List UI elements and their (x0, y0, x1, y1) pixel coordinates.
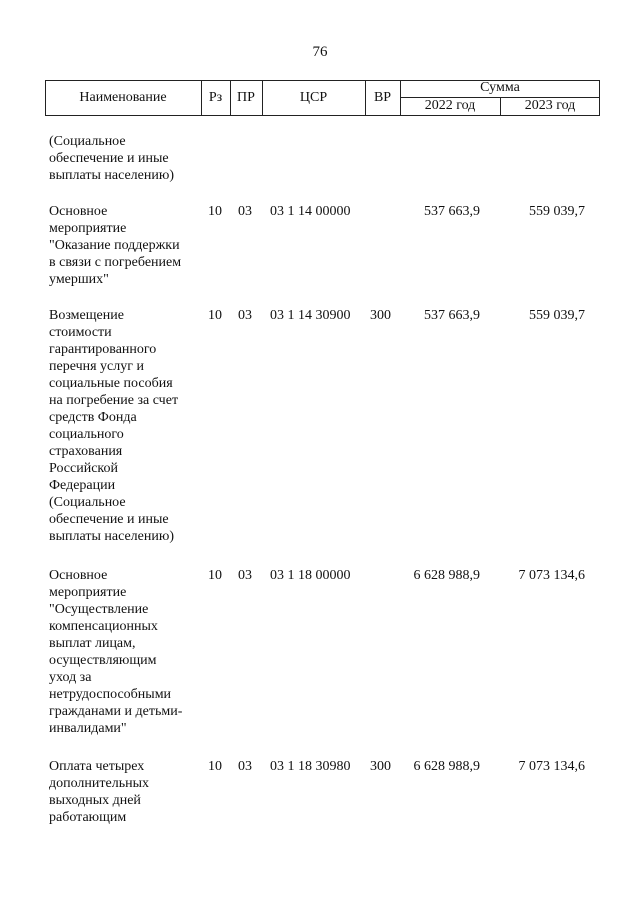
row-csr: 03 1 18 00000 (270, 568, 351, 583)
row-vr: 300 (370, 759, 391, 774)
header-sum: Сумма (480, 80, 520, 95)
row-sum-2023: 7 073 134,6 (518, 759, 585, 774)
table-header (45, 80, 600, 116)
row-sum-2022: 6 628 988,9 (413, 568, 480, 583)
row-csr: 03 1 18 30980 (270, 759, 351, 774)
row-rz: 10 (208, 204, 222, 219)
row-sum-2023: 7 073 134,6 (518, 568, 585, 583)
header-bottom-rule (45, 115, 600, 116)
row-pr: 03 (238, 568, 252, 583)
header-rz: Рз (208, 90, 223, 105)
header-csr: ЦСР (299, 90, 328, 105)
row-sum-2022: 6 628 988,9 (413, 759, 480, 774)
row-sum-2022: 537 663,9 (424, 308, 480, 323)
row-name: Основное мероприятие "Осуществление компенсационных выплат лицам, осуществляющим уход за нетрудоспособными гражданами и детьми- инвалидами" (49, 568, 183, 736)
row-name: Оплата четырех дополнительных выходных дней работающим (49, 759, 150, 825)
row-sum-2023: 559 039,7 (529, 204, 585, 219)
row-rz: 10 (208, 308, 222, 323)
row-vr: 300 (370, 308, 391, 323)
row-csr: 03 1 14 30900 (270, 308, 351, 323)
row-pr: 03 (238, 759, 252, 774)
row-pr: 03 (238, 204, 252, 219)
header-name: Наименование (79, 90, 167, 105)
row-sum-2023: 559 039,7 (529, 308, 585, 323)
row-rz: 10 (208, 759, 222, 774)
header-year-2022: 2022 год (424, 98, 476, 113)
row-pr: 03 (238, 308, 252, 323)
row-sum-2022: 537 663,9 (424, 204, 480, 219)
row-csr: 03 1 14 00000 (270, 204, 351, 219)
row-rz: 10 (208, 568, 222, 583)
row-name: (Социальное обеспечение и иные выплаты населению) (49, 134, 174, 183)
header-year-2023: 2023 год (524, 98, 576, 113)
header-pr: ПР (237, 90, 255, 105)
page-number: 76 (312, 44, 328, 60)
header-vr: ВР (373, 90, 392, 105)
row-name: Основное мероприятие "Оказание поддержки в связи с погребением умерших" (49, 204, 182, 287)
row-name: Возмещение стоимости гарантированного перечня услуг и социальные пособия на погребение за счет средств Фонда социального страхования Российской Федерации (Социальное обеспечение и иные выплаты населению) (49, 308, 179, 544)
